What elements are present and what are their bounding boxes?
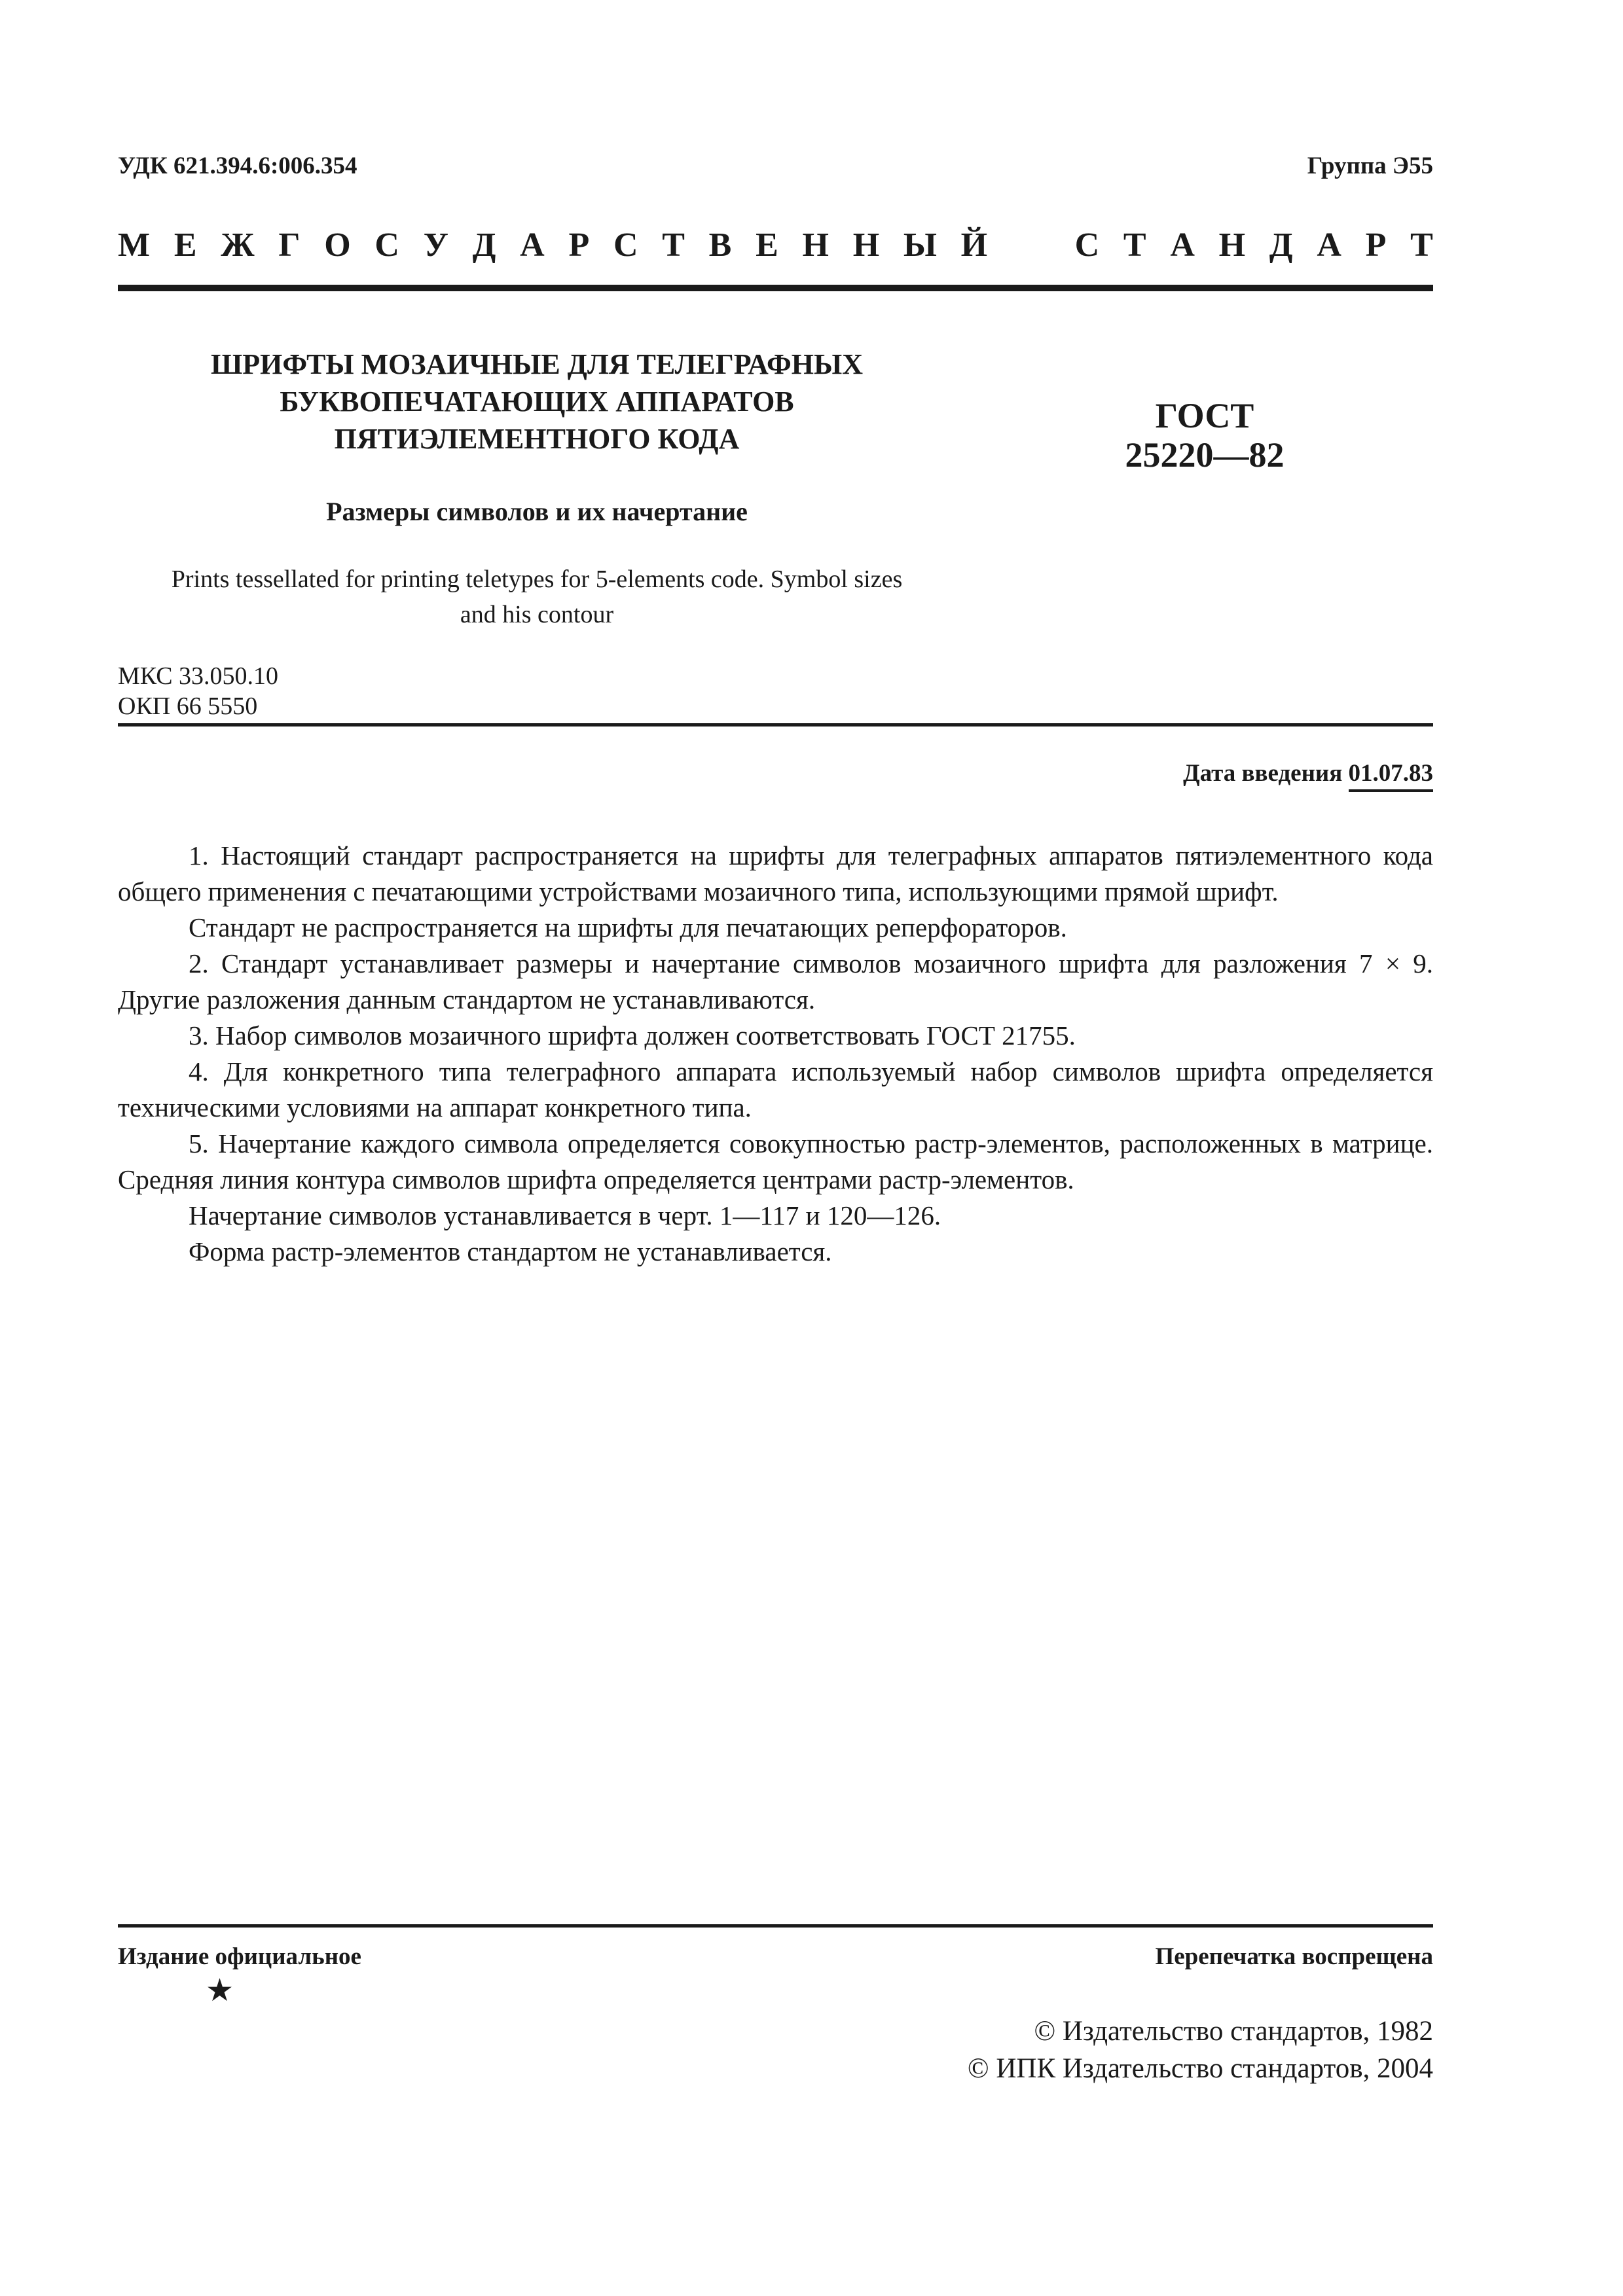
copyright-line-1: © Издательство стандартов, 1982 (1034, 2016, 1433, 2047)
banner-letter: Е (756, 226, 778, 264)
banner-letter: А (1170, 226, 1195, 264)
banner-letter: Ж (221, 226, 255, 264)
copyright-line-2: © ИПК Издательство стандартов, 2004 (967, 2053, 1433, 2084)
title-line-1: ШРИФТЫ МОЗАИЧНЫЕ ДЛЯ ТЕЛЕГРАФНЫХ (210, 348, 864, 380)
banner-letter: Д (472, 226, 496, 264)
banner-letter: Р (568, 226, 590, 264)
banner-letter: А (520, 226, 545, 264)
gost-designation (1106, 396, 1303, 475)
paragraph-2: Стандарт не распространяется на шрифты для печатающих реперфораторов. (189, 912, 1067, 942)
paragraph-3: 2. Стандарт устанавливает размеры и начертание символов мозаичного шрифта для разложения 7 × 9. Другие разложения данным стандартом не устанавливаются. (118, 948, 1433, 1014)
banner-letter: Г (278, 226, 301, 264)
paragraph-6: 5. Начертание каждого символа определяется совокупностью растр-элементов, расположенных в матрице. Средняя линия контура символов шрифта определяется центрами растр-элементов. (118, 1128, 1433, 1194)
star-icon: ★ (206, 1973, 234, 2008)
reprint-prohibited-label: Перепечатка воспрещена (1155, 1943, 1433, 1970)
banner-letter: Н (802, 226, 829, 264)
banner-letter: С (1074, 226, 1100, 264)
standard-banner (118, 226, 1433, 264)
banner-letter: Н (852, 226, 880, 264)
classification-codes (118, 661, 278, 721)
banner-letter: С (374, 226, 399, 264)
title-line-3: ПЯТИЭЛЕМЕНТНОГО КОДА (334, 423, 740, 455)
english-title (118, 562, 956, 632)
paragraph-7: Начертание символов устанавливается в черт. 1—117 и 120—126. (189, 1200, 941, 1230)
udk-code: УДК 621.394.6:006.354 (118, 152, 357, 179)
banner-letter: В (708, 226, 732, 264)
english-title-line-1: Prints tessellated for printing teletypes for 5-elements code. Symbol sizes (171, 565, 903, 593)
title-line-2: БУКВОПЕЧАТАЮЩИХ АППАРАТОВ (280, 386, 794, 418)
banner-letter: Т (662, 226, 685, 264)
banner-letter: Н (1218, 226, 1246, 264)
document-body (118, 838, 1433, 1270)
english-title-line-2: and his contour (460, 601, 614, 628)
mks-code: МКС 33.050.10 (118, 662, 279, 690)
official-edition-label: Издание официальное (118, 1943, 361, 1970)
paragraph-5: 4. Для конкретного типа телеграфного аппарата используемый набор символов шрифта определяется техническими условиями на аппарат конкретного типа. (118, 1056, 1433, 1122)
banner-letter: Й (960, 226, 988, 264)
paragraph-1: 1. Настоящий стандарт распространяется на шрифты для телеграфных аппаратов пятиэлементного кода общего применения с печатающими устройствами мозаичного типа, использующими прямой шрифт. (118, 840, 1433, 906)
copyright-block (968, 2013, 1433, 2087)
banner-letter: С (613, 226, 638, 264)
banner-letter: Ы (903, 226, 937, 264)
banner-letter: А (1317, 226, 1341, 264)
banner-letter: Т (1410, 226, 1433, 264)
banner-letter: Д (1269, 226, 1293, 264)
document-title (118, 346, 956, 457)
introduction-date (1183, 759, 1433, 787)
banner-letter: М (118, 226, 151, 264)
banner-letter: Е (173, 226, 197, 264)
document-subtitle: Размеры символов и их начертание (326, 497, 748, 526)
paragraph-4: 3. Набор символов мозаичного шрифта должен соответствовать ГОСТ 21755. (189, 1020, 1076, 1050)
date-value: 01.07.83 (1349, 760, 1434, 792)
group-code: Группа Э55 (1307, 152, 1433, 179)
gost-number: 25220—82 (1125, 435, 1285, 475)
footer-rule (118, 1924, 1433, 1928)
paragraph-8: Форма растр-элементов стандартом не устанавливается. (189, 1236, 832, 1266)
codes-rule (118, 723, 1433, 726)
header-rule (118, 285, 1433, 291)
gost-label: ГОСТ (1155, 396, 1254, 435)
date-label: Дата введения (1183, 760, 1349, 787)
banner-letter: У (423, 226, 448, 264)
okp-code: ОКП 66 5550 (118, 692, 258, 720)
banner-letter: О (324, 226, 351, 264)
banner-letter: Т (1123, 226, 1146, 264)
banner-letter: Р (1365, 226, 1387, 264)
banner-gap (1012, 226, 1051, 264)
